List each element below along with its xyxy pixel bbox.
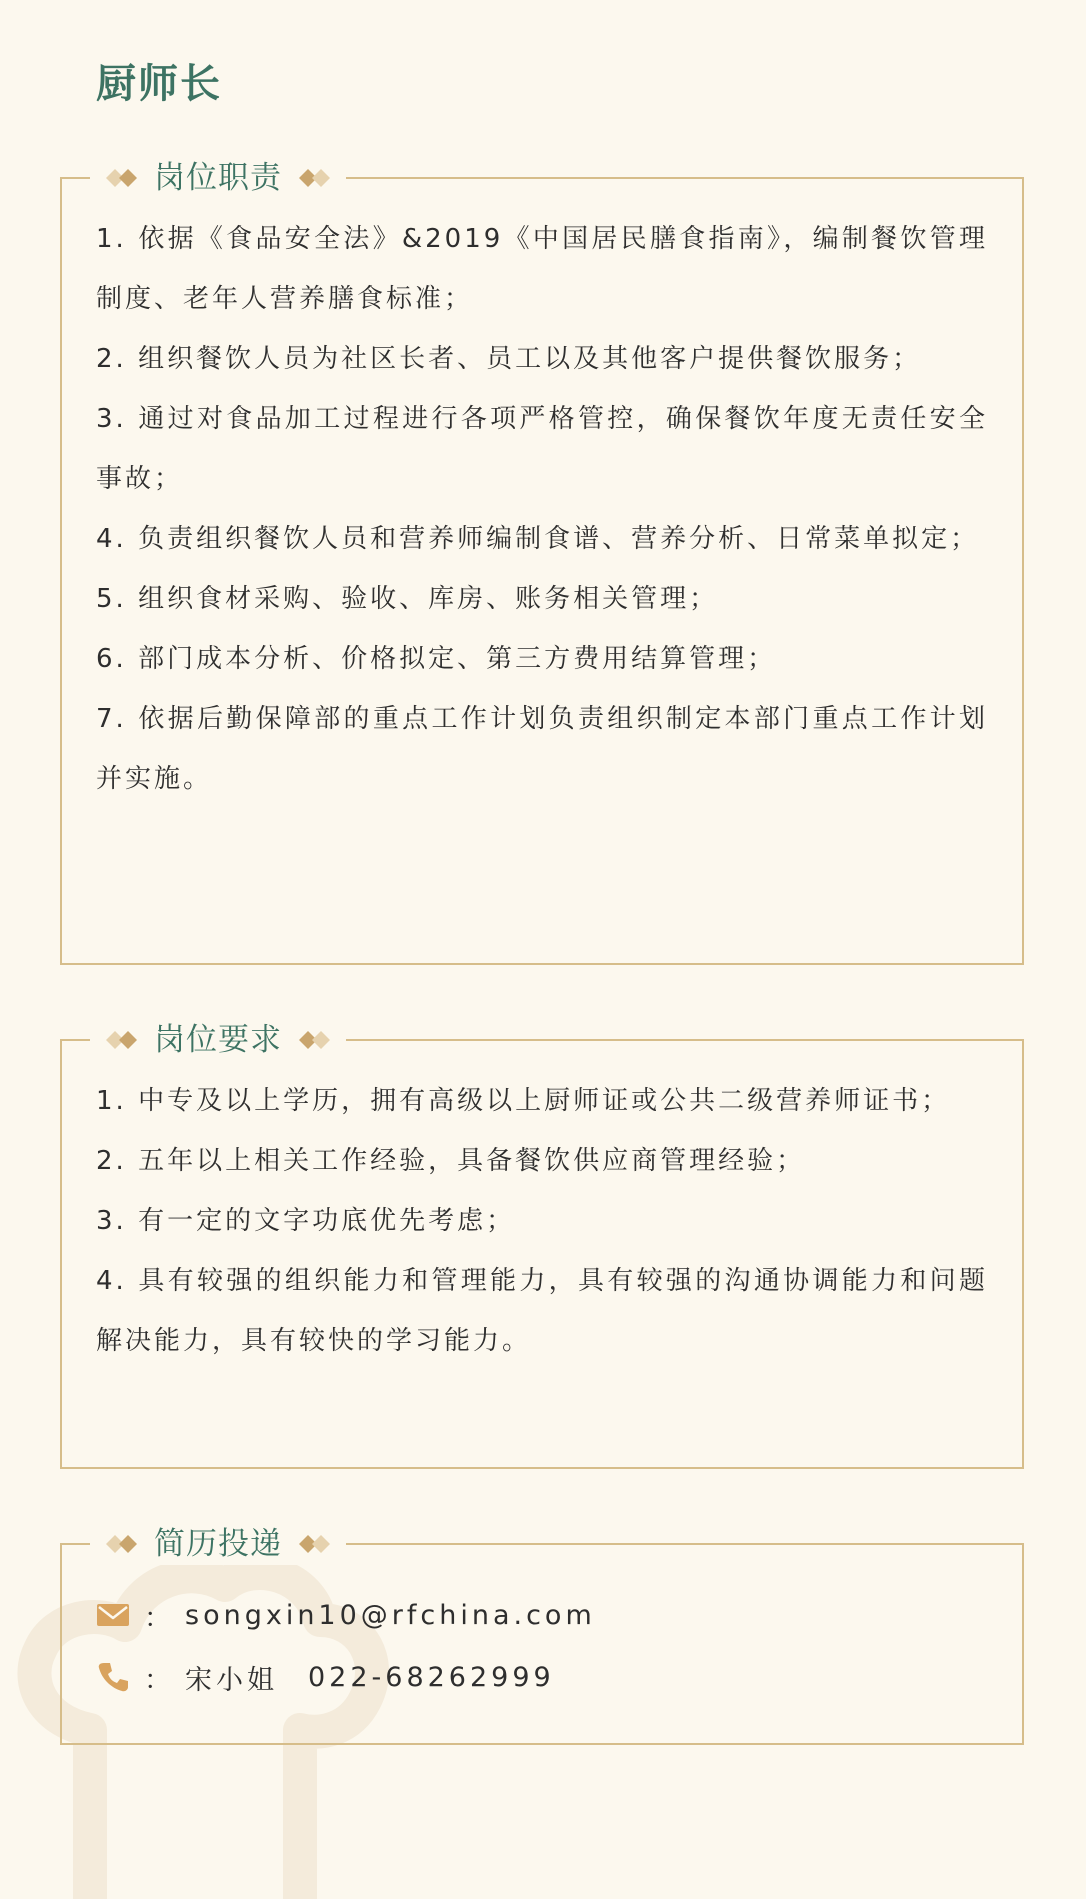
envelope-icon xyxy=(96,1598,130,1632)
diamond-icon xyxy=(294,1031,330,1049)
phone-row xyxy=(96,1657,555,1697)
email-row xyxy=(96,1595,596,1635)
page-title: 厨师长 xyxy=(96,61,222,107)
list-item: 6. 部门成本分析、价格拟定、第三方费用结算管理； xyxy=(96,644,777,674)
section-header xyxy=(90,157,346,199)
list-item: 3. 通过对食品加工过程进行各项严格管控，确保餐饮年度无责任安全事故； xyxy=(96,404,988,494)
section-header xyxy=(90,1523,346,1565)
phone-icon xyxy=(96,1660,130,1694)
diamond-icon xyxy=(106,169,142,187)
section-title: 岗位职责 xyxy=(154,160,282,196)
responsibilities-section xyxy=(60,160,1024,965)
separator: ： xyxy=(144,1664,175,1696)
resume-section xyxy=(60,1526,1024,1745)
email-address[interactable]: songxin10@rfchina.com xyxy=(185,1599,596,1631)
diamond-icon xyxy=(294,169,330,187)
section-header xyxy=(90,1019,346,1061)
list-item: 2. 组织餐饮人员为社区长者、员工以及其他客户提供餐饮服务； xyxy=(96,344,922,374)
responsibilities-list xyxy=(96,209,988,809)
requirements-list xyxy=(96,1071,988,1371)
contact-name: 宋小姐 xyxy=(185,1664,278,1696)
list-item: 4. 负责组织餐饮人员和营养师编制食谱、营养分析、日常菜单拟定； xyxy=(96,524,980,554)
diamond-icon xyxy=(106,1535,142,1553)
separator: ： xyxy=(144,1602,175,1634)
list-item: 3. 有一定的文字功底优先考虑； xyxy=(96,1206,516,1236)
list-item: 1. 中专及以上学历，拥有高级以上厨师证或公共二级营养师证书； xyxy=(96,1086,951,1116)
list-item: 7. 依据后勤保障部的重点工作计划负责组织制定本部门重点工作计划并实施。 xyxy=(96,704,988,794)
section-title: 简历投递 xyxy=(154,1526,282,1562)
list-item: 5. 组织食材采购、验收、库房、账务相关管理； xyxy=(96,584,719,614)
phone-number[interactable]: 022-68262999 xyxy=(308,1661,555,1693)
list-item: 4. 具有较强的组织能力和管理能力，具有较强的沟通协调能力和问题解决能力，具有较快的学习能力。 xyxy=(96,1266,988,1356)
list-item: 2. 五年以上相关工作经验，具备餐饮供应商管理经验； xyxy=(96,1146,806,1176)
diamond-icon xyxy=(294,1535,330,1553)
diamond-icon xyxy=(106,1031,142,1049)
requirements-section xyxy=(60,1022,1024,1469)
section-title: 岗位要求 xyxy=(154,1022,282,1058)
list-item: 1. 依据《食品安全法》&2019《中国居民膳食指南》，编制餐饮管理制度、老年人营养膳食标准； xyxy=(96,224,988,314)
